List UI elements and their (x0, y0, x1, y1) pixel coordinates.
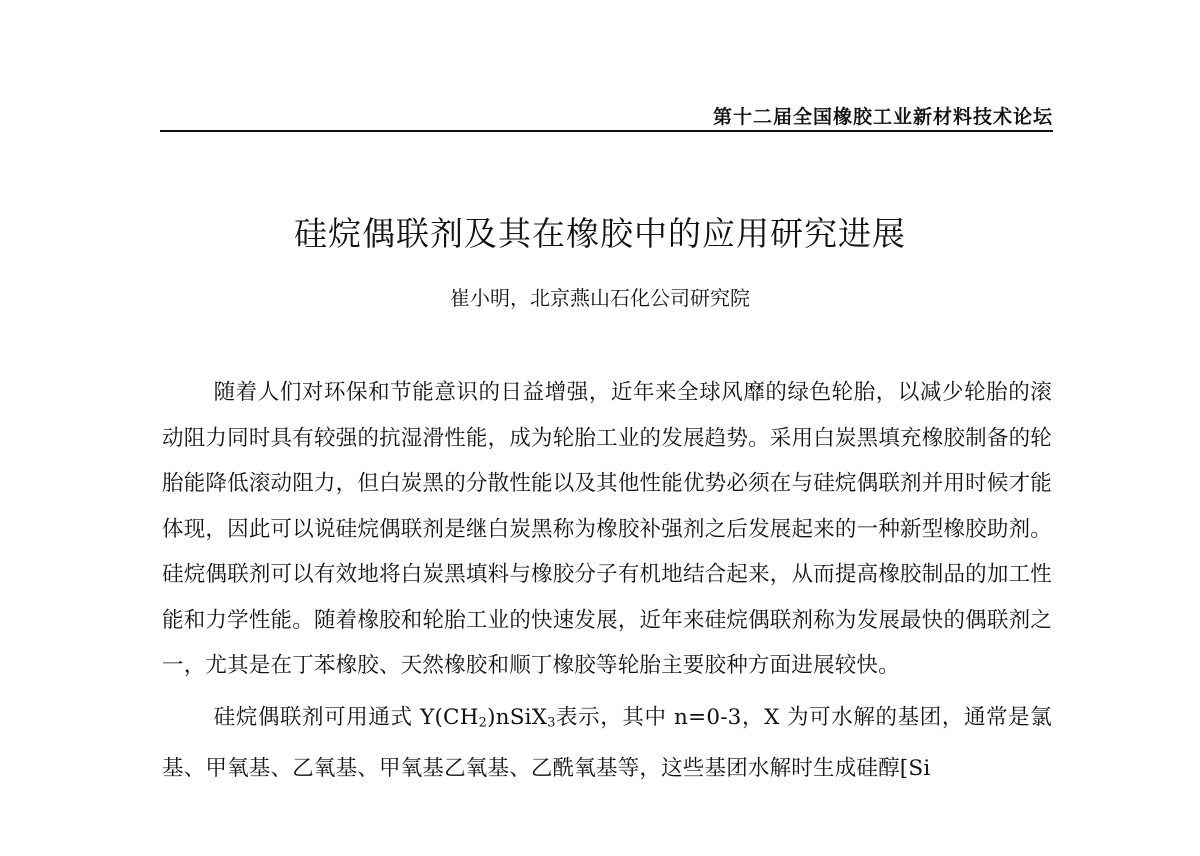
paragraph-2-tail-text: 表示，其中 n=0-3，X 为可水解的基团，通常是氯基、甲氧基、乙氧基、甲氧基乙氧基、乙酰氧基等，这些基团水解时生成硅醇[Si (162, 704, 1052, 781)
article-title: 硅烷偶联剂及其在橡胶中的应用研究进展 (294, 214, 906, 253)
running-header: 第十二届全国橡胶工业新材料技术论坛 (712, 106, 1053, 128)
body-paragraph-2 (162, 695, 1052, 792)
article-body (162, 370, 1052, 791)
formula-mid-text: )nSiX (487, 704, 548, 730)
header-rule (160, 130, 1053, 132)
author-byline: 崔小明，北京燕山石化公司研究院 (450, 286, 750, 310)
formula-subscript-3: 3 (547, 715, 556, 731)
formula-subscript-2: 2 (478, 715, 488, 731)
formula-lead-text: 硅烷偶联剂可用通式 Y(CH (213, 704, 479, 730)
body-paragraph-1: 随着人们对环保和节能意识的日益增强，近年来全球风靡的绿色轮胎，以减少轮胎的滚动阻力同时具有较强的抗湿滑性能，成为轮胎工业的发展趋势。采用白炭黑填充橡胶制备的轮胎能降低滚动阻力，但白炭黑的分散性能以及其他性能优势必须在与硅烷偶联剂并用时候才能体现，因此可以说硅烷偶联剂是继白炭黑称为橡胶补强剂之后发展起来的一种新型橡胶助剂。硅烷偶联剂可以有效地将白炭黑填料与橡胶分子有机地结合起来，从而提高橡胶制品的加工性能和力学性能。随着橡胶和轮胎工业的快速发展，近年来硅烷偶联剂称为发展最快的偶联剂之一，尤其是在丁苯橡胶、天然橡胶和顺丁橡胶等轮胎主要胶种方面进展较快。 (162, 380, 1052, 678)
